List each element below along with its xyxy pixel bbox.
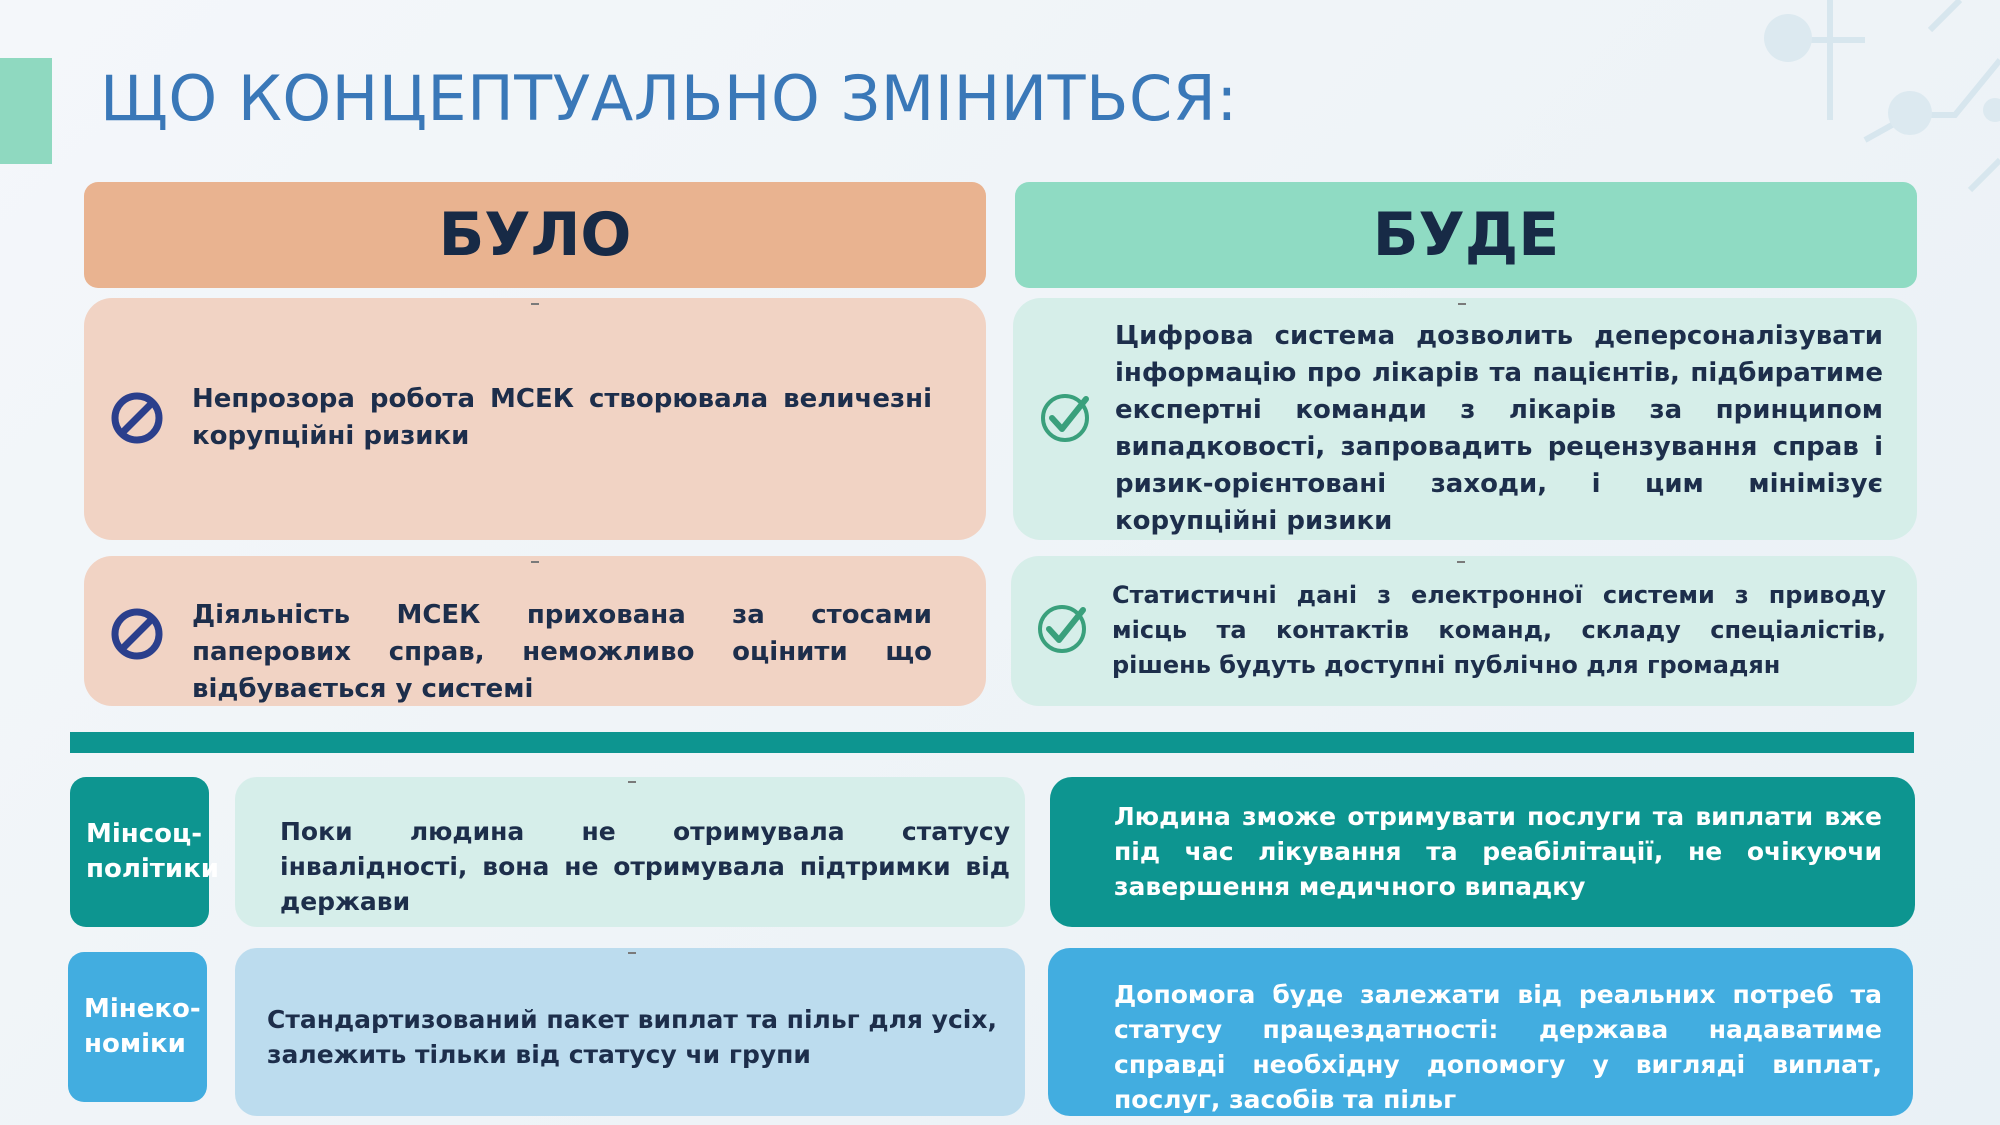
economy-was-text: Стандартизований пакет виплат та пільг для усіх, залежить тільки від статусу чи групи	[267, 1005, 997, 1069]
ministry-label-line1: Мінеко-	[84, 994, 201, 1024]
will-text-1: Цифрова система дозволить деперсоналізувати інформацію про лікарів та пацієнтів, підбиратиме експертні команди з лікарів за принципом випадковості, запровадить рецензування справ і ризик-орієнтовані заходи, і цим мінімізує корупційні ризики	[1115, 321, 1883, 536]
section-divider	[70, 732, 1914, 753]
card-marker	[628, 952, 636, 954]
will-card-1	[1013, 298, 1917, 540]
check-circle-icon	[1035, 602, 1089, 656]
ministry-label-economy	[68, 952, 207, 1102]
page-title: ЩО КОНЦЕПТУАЛЬНО ЗМІНИТЬСЯ:	[100, 62, 1238, 135]
will-card-2	[1011, 556, 1917, 706]
column-header-was	[84, 182, 986, 288]
card-marker	[1457, 561, 1465, 563]
social-will-card	[1050, 777, 1915, 927]
title-accent-bar	[0, 58, 52, 164]
column-header-was-label: БУЛО	[438, 200, 632, 270]
was-card-1	[84, 298, 986, 540]
prohibited-icon	[110, 607, 164, 661]
social-was-card	[235, 777, 1025, 927]
check-circle-icon	[1038, 391, 1092, 445]
social-was-text: Поки людина не отримувала статусу інвалідності, вона не отримувала підтримки від держави	[280, 817, 1010, 916]
column-header-will	[1015, 182, 1917, 288]
ministry-label-line1: Мінсоц-	[86, 819, 203, 849]
ministry-label-line2: політики	[86, 854, 219, 884]
card-marker	[531, 303, 539, 305]
was-text-2: Діяльність МСЕК прихована за стосами паперових справ, неможливо оцінити що відбувається у системі	[192, 600, 932, 704]
economy-will-text: Допомога буде залежати від реальних потреб та статусу працездатності: держава надаватиме справді необхідну допомогу у вигляді виплат, послуг, засобів та пільг	[1114, 980, 1882, 1114]
economy-was-card	[235, 948, 1025, 1116]
card-marker	[531, 561, 539, 563]
ministry-label-social-policy	[70, 777, 219, 927]
economy-will-card	[1048, 948, 1913, 1116]
will-text-2: Статистичні дані з електронної системи з приводу місць та контактів команд, складу спеціалістів, рішень будуть доступні публічно для громадян	[1112, 581, 1886, 679]
card-marker	[1458, 303, 1466, 305]
ministry-label-line2: номіки	[84, 1029, 186, 1059]
was-card-2	[84, 556, 986, 706]
column-header-will-label: БУДЕ	[1372, 200, 1560, 270]
card-marker	[628, 781, 636, 783]
social-will-text: Людина зможе отримувати послуги та виплати вже під час лікування та реабілітації, не очікуючи завершення медичного випадку	[1114, 802, 1882, 901]
was-text-1: Непрозора робота МСЕК створювала величезні корупційні ризики	[192, 384, 932, 451]
prohibited-icon	[110, 391, 164, 445]
